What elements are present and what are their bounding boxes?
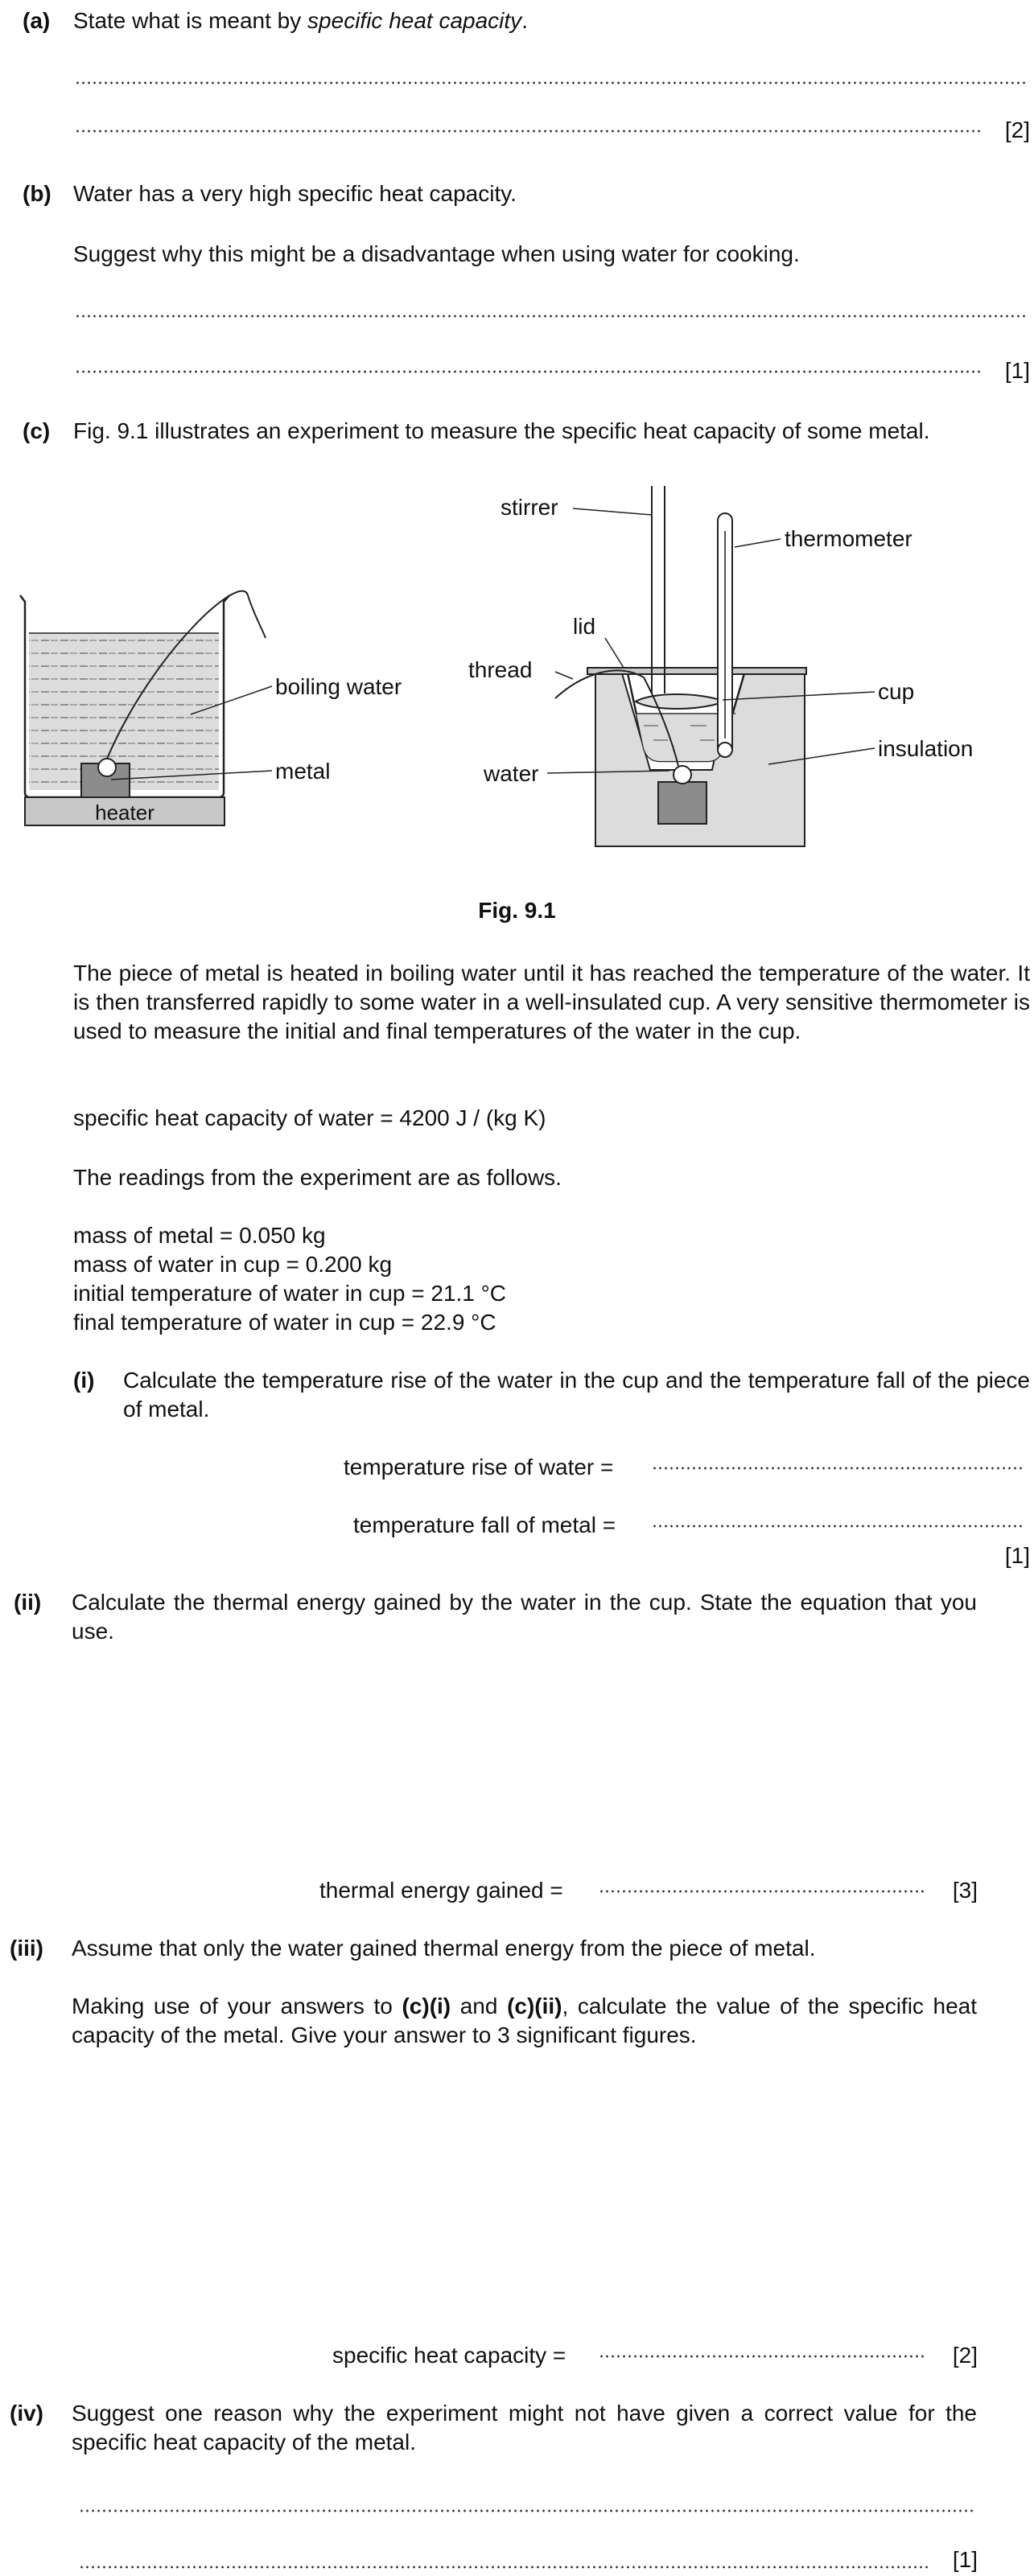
question-b-label: (b) (23, 181, 51, 206)
marks-b: [1] (1004, 358, 1030, 383)
question-cii-text: Calculate the thermal energy gained by the water in the cup. State the equation that you use. (72, 1590, 977, 1644)
question-ci-text: Calculate the temperature rise of the water in the cup and the temperature fall of the piece of metal. (123, 1368, 1030, 1422)
reading-mass-metal: mass of metal = 0.050 kg (73, 1223, 326, 1248)
question-ciii-text (72, 1992, 977, 2050)
question-c-label: (c) (23, 418, 51, 443)
answer-label-temp-rise: temperature rise of water = (344, 1455, 614, 1479)
ref-ci: (c)(i) (402, 1994, 451, 2018)
label-cup: cup (878, 679, 915, 704)
reading-final-temp: final temperature of water in cup = 22.9 °C (73, 1310, 496, 1335)
label-boiling-water: boiling water (275, 674, 402, 699)
answer-line-temp-rise[interactable] (652, 1467, 1024, 1470)
answer-line-b2[interactable] (75, 370, 980, 373)
answer-line-temp-fall[interactable] (652, 1525, 1024, 1528)
question-ci-label: (i) (73, 1368, 95, 1393)
reading-initial-temp: initial temperature of water in cup = 21.1 °C (73, 1281, 507, 1306)
question-a-prefix: State what is meant by (73, 8, 308, 33)
label-lid: lid (573, 614, 596, 639)
answer-line-a2[interactable] (75, 130, 980, 133)
answer-line-a1[interactable] (75, 81, 1027, 84)
question-civ-text: Suggest one reason why the experiment might not have given a correct value for the specific heat capacity of the metal. (72, 2401, 977, 2455)
ref-cii: (c)(ii) (507, 1994, 562, 2018)
question-a-suffix: . (521, 8, 528, 33)
shc-water: specific heat capacity of water = 4200 J / (kg K) (73, 1105, 546, 1130)
question-ciii-text-start: Making use of your answers to (72, 1994, 402, 2018)
answer-label-thermal-energy: thermal energy gained = (319, 1878, 563, 1903)
question-ciii-text-rest: , calculate the value of the specific heat capacity of the metal. Give your answer to 3 significant figures. (72, 1994, 978, 2047)
answer-line-shc-metal[interactable] (599, 2355, 925, 2358)
figure-9-1 (0, 467, 1034, 869)
reading-mass-water: mass of water in cup = 0.200 kg (73, 1252, 393, 1277)
figure-caption: Fig. 9.1 (478, 898, 556, 923)
answer-line-civ-1[interactable] (79, 2509, 976, 2512)
label-stirrer: stirrer (501, 495, 558, 520)
answer-label-temp-fall: temperature fall of metal = (353, 1512, 616, 1537)
question-ciii-line1: Assume that only the water gained thermal energy from the piece of metal. (72, 1936, 816, 1961)
metal-hook (98, 759, 116, 776)
cup-apparatus (468, 486, 973, 846)
answer-line-civ-2[interactable] (79, 2566, 928, 2569)
label-heater: heater (95, 800, 154, 825)
label-thermometer: thermometer (785, 526, 912, 551)
marks-cii: [3] (952, 1878, 978, 1903)
question-cii-label: (ii) (14, 1590, 42, 1615)
beaker-apparatus (20, 591, 402, 825)
experiment-description: The piece of metal is heated in boiling water until it has reached the temperature of the water. It is then transferred rapidly to some water in a well-insulated cup. A very sensitive thermometer is used to measure the initial and final temperatures of the water in the cup. (73, 961, 1030, 1043)
label-thread: thread (468, 657, 533, 682)
question-a-label: (a) (23, 8, 51, 33)
answer-label-shc-metal: specific heat capacity = (332, 2343, 566, 2368)
question-b-line2: Suggest why this might be a disadvantage when using water for cooking. (73, 241, 800, 266)
label-insulation: insulation (878, 736, 974, 761)
answer-line-thermal-energy[interactable] (599, 1890, 925, 1893)
marks-civ: [1] (952, 2547, 978, 2572)
question-c-intro: Fig. 9.1 illustrates an experiment to measure the specific heat capacity of some metal. (73, 418, 930, 443)
question-b-line1: Water has a very high specific heat capacity. (73, 181, 517, 206)
question-civ-label: (iv) (10, 2401, 43, 2426)
answer-line-b1[interactable] (75, 315, 1027, 318)
question-a-text (73, 6, 528, 35)
metal-block-in-cup (658, 782, 706, 824)
question-a-term: specific heat capacity (307, 8, 522, 33)
marks-ciii: [2] (952, 2343, 978, 2368)
question-ciii-label: (iii) (10, 1936, 43, 1961)
marks-ci: [1] (1004, 1543, 1030, 1568)
label-metal: metal (275, 759, 331, 784)
readings-intro: The readings from the experiment are as follows. (73, 1165, 562, 1190)
marks-a: [2] (1004, 117, 1030, 142)
question-ciii-text-and: and (451, 1994, 508, 2018)
label-water: water (484, 761, 539, 786)
metal-hook-in-cup (674, 766, 691, 784)
